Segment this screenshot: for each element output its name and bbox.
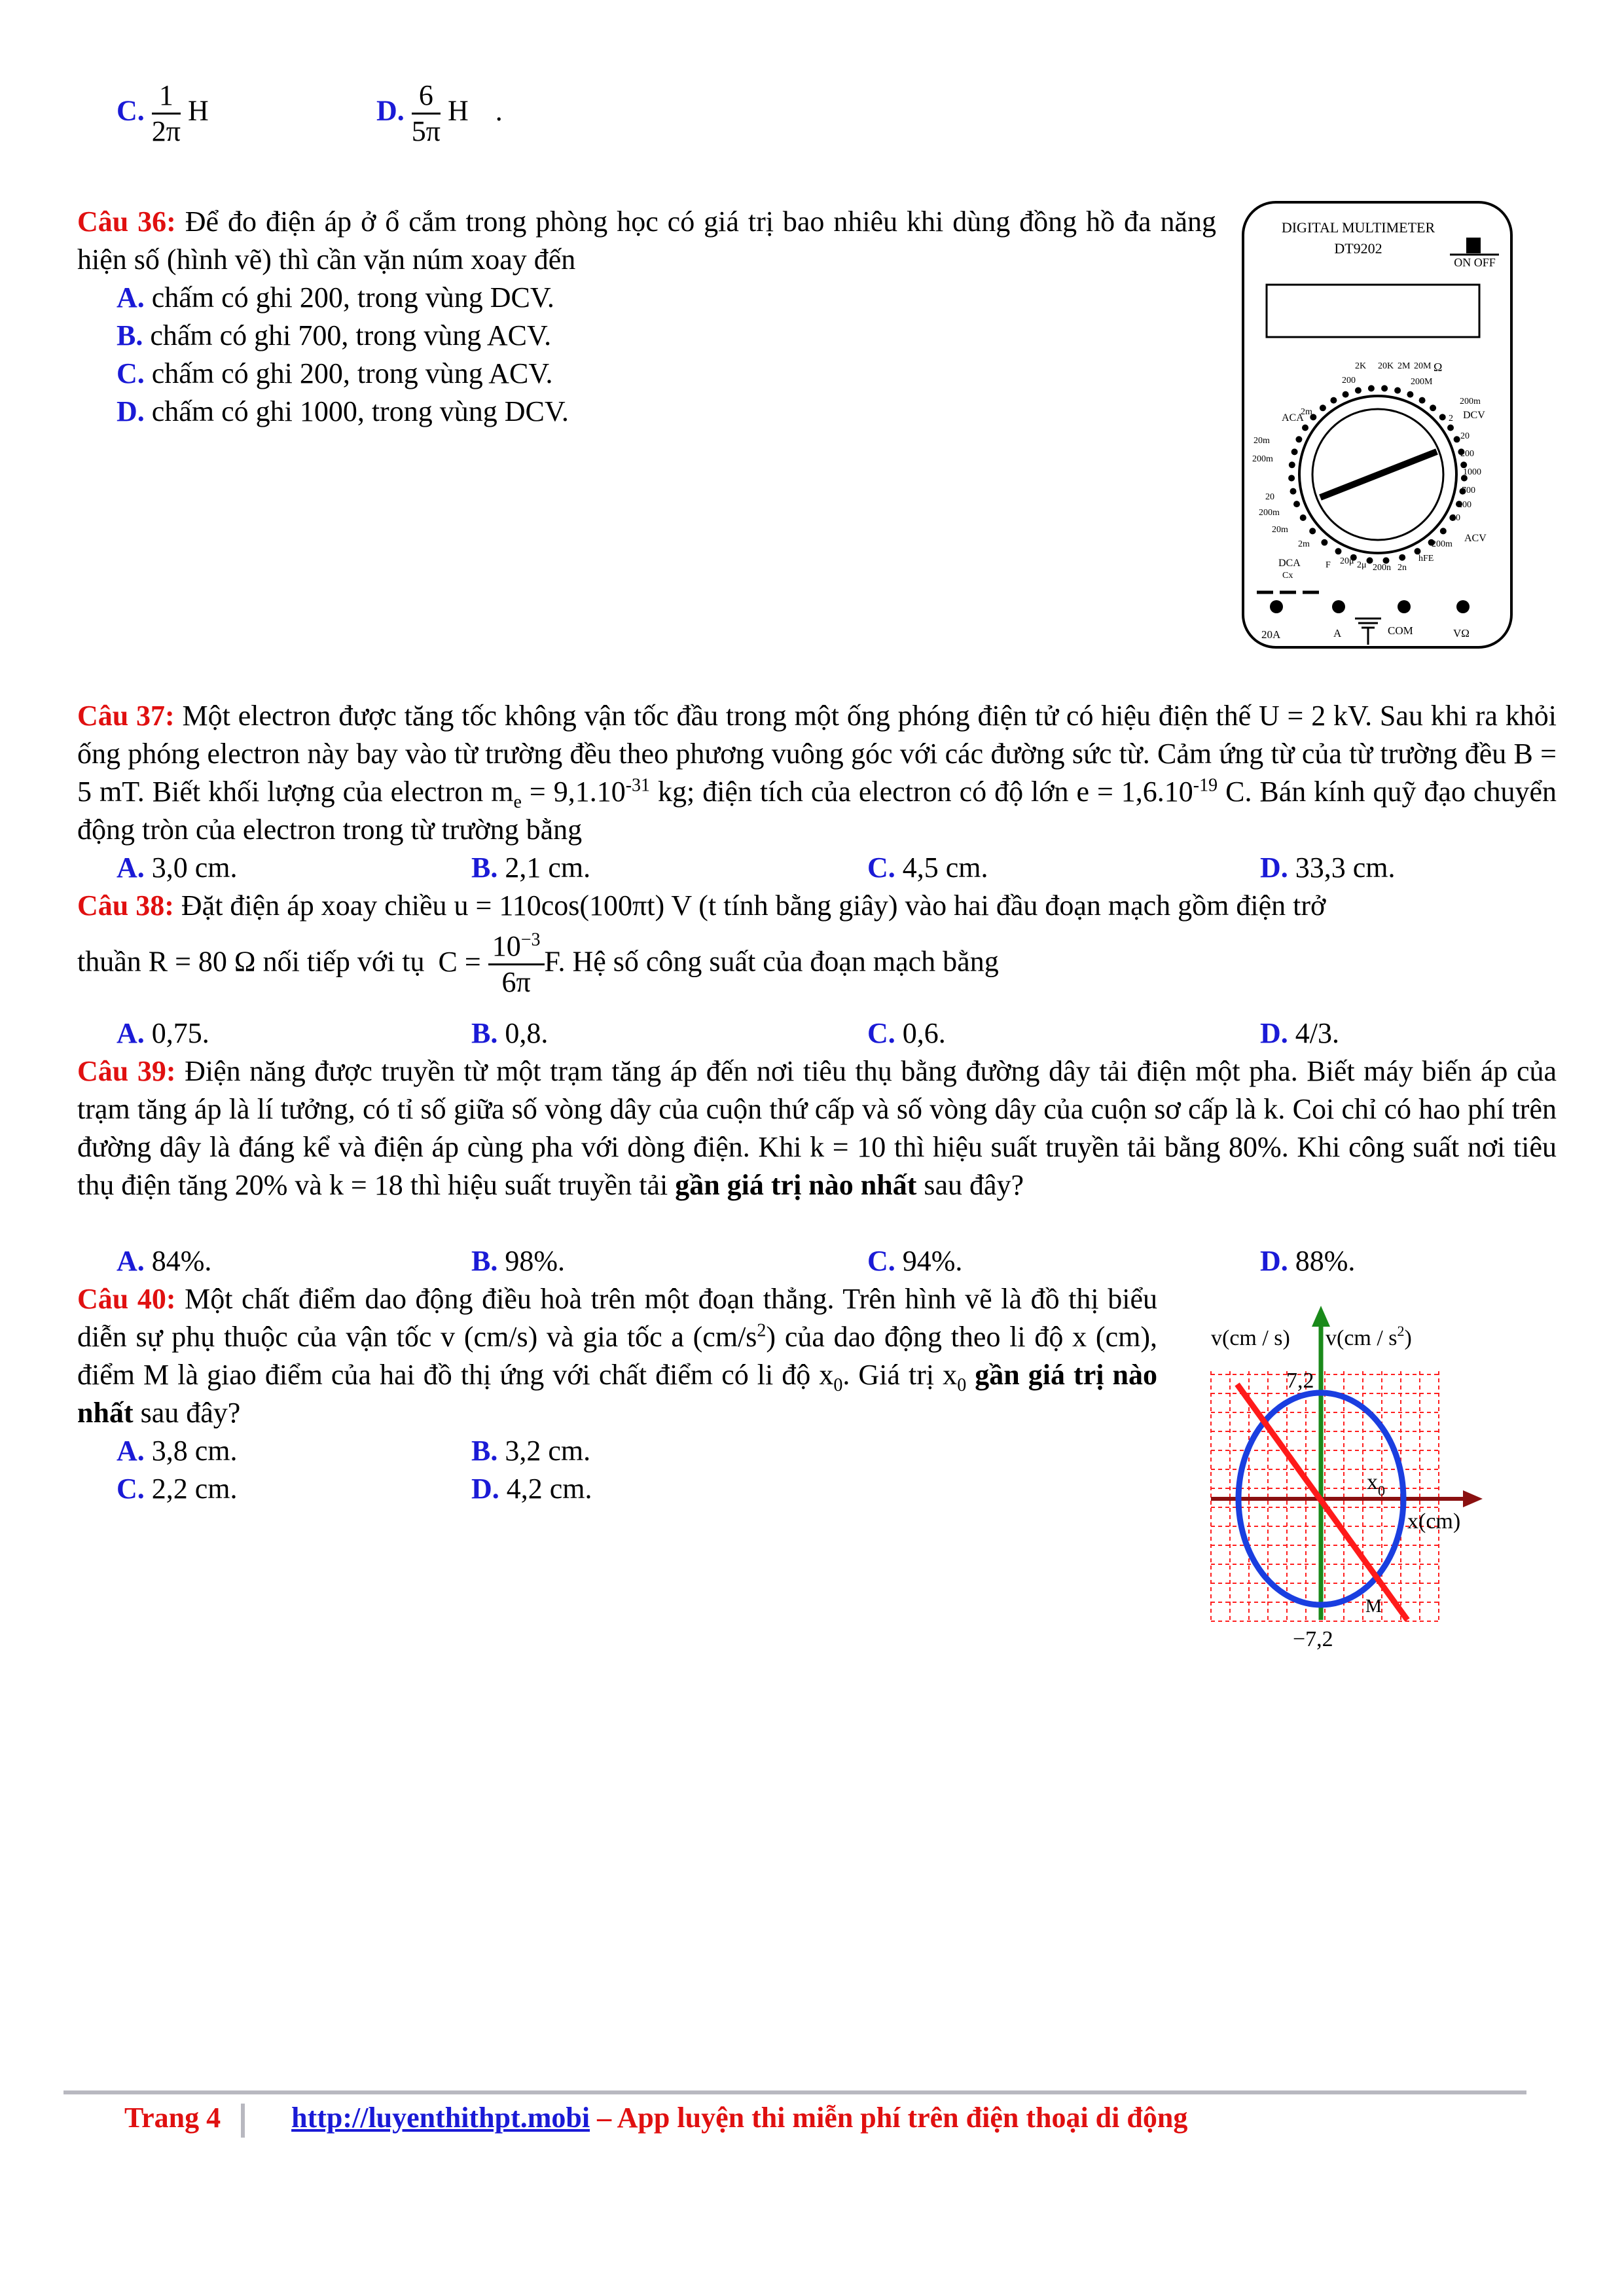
question-number: Câu 40: [77,1283,176,1315]
range-dot [1439,414,1446,420]
fraction: $\frac{1}{2\pi}$ [151,79,181,147]
range-dot [1394,387,1401,394]
q38-option-c: C. 0,6. [867,1017,946,1049]
svg-text:A: A [1333,627,1342,639]
a-axis-label: $v(cm / s^2)$ [1326,1323,1412,1350]
range-dot [1290,488,1297,495]
jack-a [1332,600,1345,613]
svg-text:20: 20 [1460,431,1470,441]
top-value-label: 7,2 [1286,1369,1314,1393]
svg-text:2m: 2m [1301,407,1312,417]
range-dot [1302,425,1308,431]
q35-option-d: D. $\frac{6}{5\pi}$ H . [376,79,503,147]
v-axis-arrow-icon [1312,1306,1330,1327]
svg-text:200m: 200m [1432,539,1453,549]
x0-label: $x_0$ [1367,1470,1385,1499]
point-m-label: M [1365,1596,1382,1617]
range-dot [1320,404,1326,411]
q40-option-b: B. 3,2 cm. [471,1435,591,1467]
svg-text:Cx: Cx [1282,571,1293,581]
svg-text:20M: 20M [1414,361,1432,371]
on-off-label: ON OFF [1454,256,1496,269]
q36-option-c: C. chấm có ghi 200, trong vùng ACV. [117,357,553,389]
range-dot [1381,385,1388,391]
svg-text:hFE: hFE [1418,554,1434,564]
range-dot [1355,387,1362,394]
fraction: $\frac{6}{5\pi}$ [411,79,441,147]
range-dot [1343,391,1349,398]
svg-text:2μ: 2μ [1357,560,1367,570]
jack-v-ohm [1456,600,1470,613]
x-axis-arrow-icon [1463,1490,1483,1507]
q39-option-d: D. 88%. [1260,1245,1356,1277]
svg-text:2: 2 [1449,414,1453,423]
svg-text:200: 200 [1342,376,1356,386]
range-dot [1368,385,1375,391]
svg-text:200m: 200m [1252,454,1273,464]
range-dot [1321,539,1327,546]
q37-option-a: A. 3,0 cm. [117,852,238,884]
q39-question: Câu 39: Điện năng được truyền từ một trạm tăng áp đến nơi tiêu thụ bằng đường dây tải điện một pha. Biết máy biến áp của trạm tăng áp là lí tưởng, có tỉ số giữa số vòng dây của cuộn thứ cấp và số vòng dây của cuộn sơ cấp là k. Coi chỉ có hao phí trên đường dây là đáng kể và điện áp cùng pha với dòng điện. Khi k = 10 thì hiệu suất truyền tải bằng 80%. Khi công suất nơi tiêu thụ điện tăng 20% và k = 18 thì hiệu suất truyền tải gần giá trị nào nhất sau đây? [77,1055,1557,1201]
svg-text:2M: 2M [1398,361,1411,371]
svg-text:200M: 200M [1411,377,1433,387]
q38-option-d: D. 4/3. [1260,1017,1340,1049]
svg-text:DCA: DCA [1278,558,1301,569]
svg-text:20m: 20m [1254,436,1270,446]
svg-text:ACA: ACA [1282,412,1304,423]
svg-text:200: 200 [1458,500,1471,510]
svg-text:ACV: ACV [1464,533,1487,544]
svg-text:200: 200 [1460,449,1474,459]
q40-question: Câu 40: Một chất điểm dao động điều hoà trên một đoạn thẳng. Trên hình vẽ là đồ thị biểu diễn sự phụ thuộc của vận tốc v (cm/s) và gia tốc a $(cm/s^2)$ của dao động theo li độ x (cm), điểm M là giao điểm của hai đồ thị ứng với chất điểm có li độ $x_0$. Giá trị $x_0$ gần giá trị nào nhất sau đây? [77,1283,1157,1429]
q40-option-c: C. 2,2 cm. [117,1473,238,1505]
range-dot [1300,514,1307,521]
footer-link[interactable]: http://luyenthithpt.mobi [291,2102,590,2134]
range-dot [1288,475,1295,482]
svg-text:20K: 20K [1378,361,1394,371]
q39-option-c: C. 94%. [867,1245,963,1277]
brand-label: DIGITAL MULTIMETER [1281,219,1435,236]
svg-text:700: 700 [1462,486,1475,495]
range-dot [1440,528,1447,534]
svg-text:VΩ: VΩ [1453,627,1470,639]
range-dot [1399,554,1405,561]
lcd-display [1267,285,1479,337]
range-dot [1295,436,1302,442]
svg-text:Ω: Ω [1434,361,1443,374]
range-dot [1335,548,1342,554]
option-label: C. [117,94,145,127]
jack-com [1398,600,1411,613]
range-dot [1447,425,1454,431]
model-label: DT9202 [1334,240,1382,257]
unit: H [448,94,469,127]
range-dot [1454,436,1460,442]
question-number: Câu 39: [77,1055,176,1087]
unit: H [188,94,209,127]
velocity-acceleration-graph [1204,1299,1492,1659]
q38-question: Câu 38: Đặt điện áp xoay chiều u = 110cos(100πt) V (t tính bằng giây) vào hai đầu đoạn mạch gồm điện trở [77,889,1326,922]
q36-question [77,203,1216,279]
capacitance-fraction: $\frac{10^{-3}}{6\pi}$ [488,929,545,999]
range-dot [1289,461,1295,468]
question-number: Câu 37: [77,700,175,732]
svg-text:20m: 20m [1272,525,1288,535]
svg-text:1000: 1000 [1463,467,1481,477]
svg-text:2n: 2n [1398,563,1407,573]
jack-20a [1270,600,1283,613]
range-dot [1291,448,1298,455]
q40-option-d: D. 4,2 cm. [471,1473,592,1505]
svg-text:200m: 200m [1460,397,1481,406]
svg-text:F: F [1326,560,1331,570]
range-dot [1419,397,1426,404]
question-number: Câu 38: [77,889,174,922]
option-label: D. [376,94,405,127]
q40-option-a: A. 3,8 cm. [117,1435,238,1467]
svg-text:200m: 200m [1259,508,1280,518]
footer-text: – App luyện thi miễn phí trên điện thoại di động [590,2102,1188,2134]
q39-option-b: B. 98%. [471,1245,566,1277]
question-number: Câu 36: [77,206,176,238]
svg-text:DCV: DCV [1463,410,1485,421]
range-dot [1430,404,1436,411]
q37-option-b: B. 2,1 cm. [471,852,591,884]
q38-question-line2: thuần R = 80 Ω nối tiếp với tụ C = $\frac{10^{-3}}{6\pi}$ F. Hệ số công suất của đoạn mạch bằng [77,929,999,998]
power-switch-icon [1466,238,1481,253]
multimeter-figure [1240,200,1515,651]
range-dot [1367,557,1373,564]
page-number: Trang 4 [124,2102,221,2134]
svg-text:20: 20 [1451,513,1460,523]
range-dot [1407,391,1413,398]
q36-option-d: D. chấm có ghi 1000, trong vùng DCV. [117,395,569,427]
svg-text:20A: 20A [1261,628,1281,641]
q39-option-a: A. 84%. [117,1245,212,1277]
q36-option-a: A. chấm có ghi 200, trong vùng DCV. [117,281,554,314]
range-dot [1309,528,1316,534]
q36-option-b: B. chấm có ghi 700, trong vùng ACV. [117,319,552,351]
bottom-value-label: −7,2 [1293,1627,1333,1651]
q37-question: Câu 37: Một electron được tăng tốc không vận tốc đầu trong một ống phóng điện tử có hiệu điện thế U = 2 kV. Sau khi ra khỏi ống phóng electron này bay vào từ trường đều theo phương vuông góc với các đường sức từ. Cảm ứng từ của từ trường đều B = 5 mT. Biết khối lượng của electron $m_e = 9,1.10^{-31}$ kg; điện tích của electron có độ lớn $e = 1,6.10^{-19}$ C. Bán kính quỹ đạo chuyển động tròn của electron trong từ trường bằng [77,700,1557,846]
x-axis-label: x(cm) [1407,1509,1461,1534]
footer [124,2100,1187,2138]
range-dot [1330,397,1337,404]
range-dot [1293,501,1300,507]
svg-text:20μ: 20μ [1340,556,1354,566]
svg-text:200n: 200n [1373,563,1391,573]
q38-option-b: B. 0,8. [471,1017,549,1049]
q35-option-c [117,79,209,149]
v-axis-label: v(cm / s) [1211,1326,1290,1350]
q38-option-a: A. 0,75. [117,1017,209,1049]
q37-option-d: D. 33,3 cm. [1260,852,1396,884]
svg-text:2K: 2K [1355,361,1367,371]
footer-divider [63,2090,1526,2094]
svg-text:2m: 2m [1298,539,1310,549]
q37-option-c: C. 4,5 cm. [867,852,988,884]
svg-text:COM: COM [1388,624,1413,637]
question-text: Để đo điện áp ở ổ cắm trong phòng học có giá trị bao nhiêu khi dùng đồng hồ đa năng hiện số (hình vẽ) thì cần vặn núm xoay đến [77,206,1216,276]
svg-text:20: 20 [1265,492,1274,502]
